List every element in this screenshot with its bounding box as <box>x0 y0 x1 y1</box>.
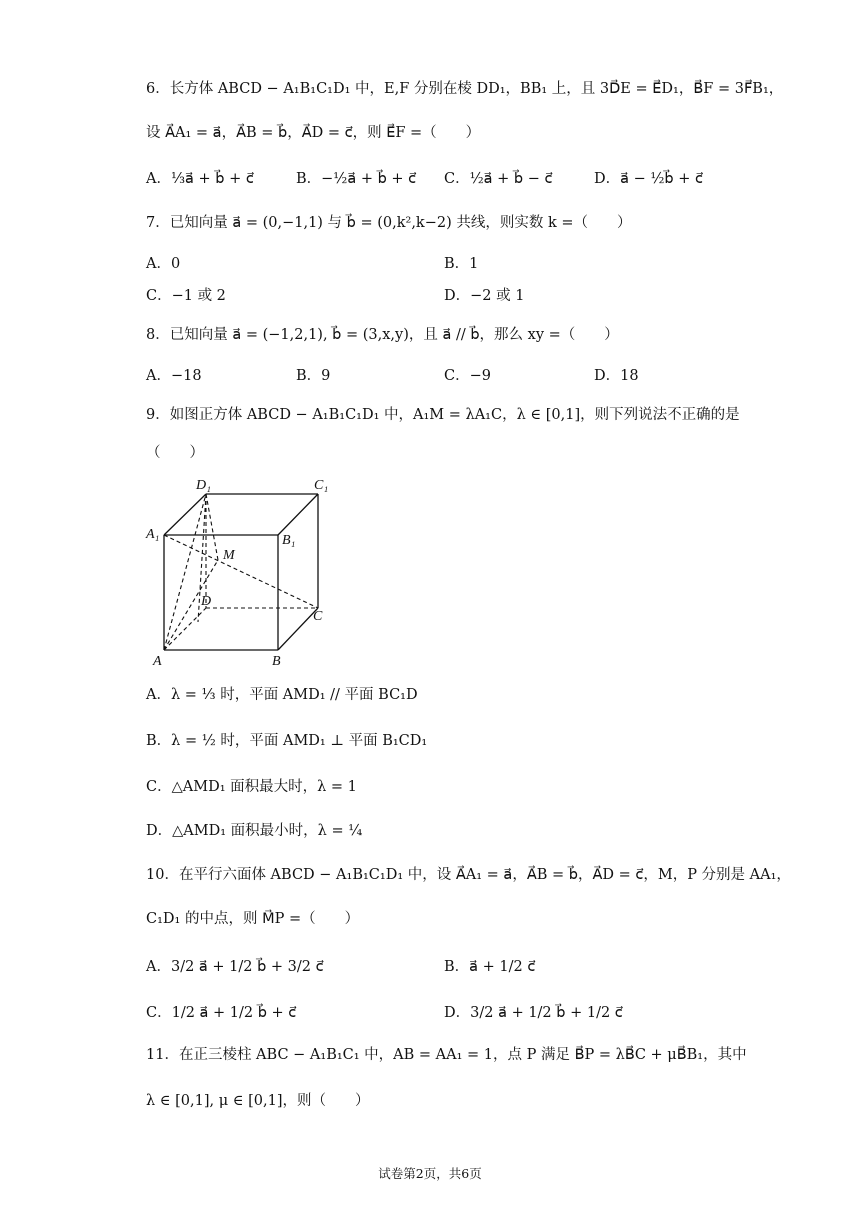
q11-stem-line2: λ ∈ [0,1], μ ∈ [0,1]，则（ ） <box>146 1093 370 1109</box>
q10-stem-line1: 10．在平行六面体 ABCD − A₁B₁C₁D₁ 中，设 A⃗A₁ = a⃗，A⃗B = b⃗，A⃗D = c⃗，M，P 分别是 AA₁， <box>146 867 791 883</box>
q9-stem-line2: （ ） <box>146 445 204 461</box>
q7-option-d: D．−2 或 1 <box>444 288 525 304</box>
q6-option-d: D．a⃗ − ½b⃗ + c⃗ <box>594 171 703 187</box>
q9-option-c: C．△AMD₁ 面积最大时，λ = 1 <box>146 779 357 795</box>
q6-stem-line2: 设 A⃗A₁ = a⃗，A⃗B = b⃗，A⃗D = c⃗，则 E⃗F =（ ） <box>146 125 481 141</box>
cube-figure <box>142 472 342 668</box>
q9-option-a: A．λ = ⅓ 时，平面 AMD₁ // 平面 BC₁D <box>146 687 418 703</box>
edge-ad <box>164 608 206 650</box>
q10-option-b: B．a⃗ + 1/2 c⃗ <box>444 959 536 975</box>
q9-option-b: B．λ = ½ 时，平面 AMD₁ ⊥ 平面 B₁CD₁ <box>146 733 428 749</box>
q8-option-a: A．−18 <box>146 368 202 384</box>
label-m: M <box>223 548 235 563</box>
label-d: D <box>201 594 212 609</box>
q8-option-b: B．9 <box>296 368 331 384</box>
q7-option-c: C．−1 或 2 <box>146 288 226 304</box>
label-c: C <box>313 609 323 624</box>
label-d1: D₁ <box>196 478 211 493</box>
segment-ad1 <box>164 494 206 650</box>
label-c1: C₁ <box>314 478 329 493</box>
q10-option-d: D．3/2 a⃗ + 1/2 b⃗ + 1/2 c⃗ <box>444 1005 623 1021</box>
q8-stem: 8．已知向量 a⃗ = (−1,2,1), b⃗ = (3,x,y)，且 a⃗ // b⃗，那么 xy =（ ） <box>146 327 619 343</box>
q11-stem-line1: 11．在正三棱柱 ABC − A₁B₁C₁ 中，AB = AA₁ = 1，点 P 满足 B⃗P = λB⃗C + μB⃗B₁，其中 <box>146 1047 747 1063</box>
q10-stem-line2: C₁D₁ 的中点，则 M⃗P =（ ） <box>146 911 360 927</box>
q10-option-c: C．1/2 a⃗ + 1/2 b⃗ + c⃗ <box>146 1005 297 1021</box>
q8-option-d: D．18 <box>594 368 639 384</box>
q6-option-c: C．½a⃗ + b⃗ − c⃗ <box>444 171 553 187</box>
label-b: B <box>272 654 281 668</box>
page-footer: 试卷第2页，共6页 <box>378 1166 482 1181</box>
q6-option-b: B．−½a⃗ + b⃗ + c⃗ <box>296 171 417 187</box>
q9-option-d: D．△AMD₁ 面积最小时，λ = ¼ <box>146 823 363 839</box>
q7-option-b: B．1 <box>444 256 479 272</box>
q7-stem: 7．已知向量 a⃗ = (0,−1,1) 与 b⃗ = (0,k²,k−2) 共线，则实数 k =（ ） <box>146 215 632 231</box>
label-a1: A₁ <box>146 527 160 542</box>
q7-option-a: A．0 <box>146 256 181 272</box>
edge-a1d1 <box>164 494 206 535</box>
q6-option-a: A．⅓a⃗ + b⃗ + c⃗ <box>146 171 254 187</box>
q9-stem-line1: 9．如图正方体 ABCD − A₁B₁C₁D₁ 中，A₁M = λA₁C，λ ∈ [0,1]，则下列说法不正确的是 <box>146 407 740 423</box>
q10-option-a: A．3/2 a⃗ + 1/2 b⃗ + 3/2 c⃗ <box>146 959 324 975</box>
segment-d1m <box>206 494 218 560</box>
q6-stem-line1: 6．长方体 ABCD − A₁B₁C₁D₁ 中，E,F 分别在棱 DD₁，BB₁ 上，且 3D⃗E = E⃗D₁，B⃗F = 3F⃗B₁， <box>146 81 784 97</box>
label-b1: B₁ <box>282 533 296 548</box>
q8-option-c: C．−9 <box>444 368 491 384</box>
edge-b1c1 <box>278 494 318 535</box>
edge-bc <box>278 608 318 650</box>
label-a: A <box>153 654 162 668</box>
